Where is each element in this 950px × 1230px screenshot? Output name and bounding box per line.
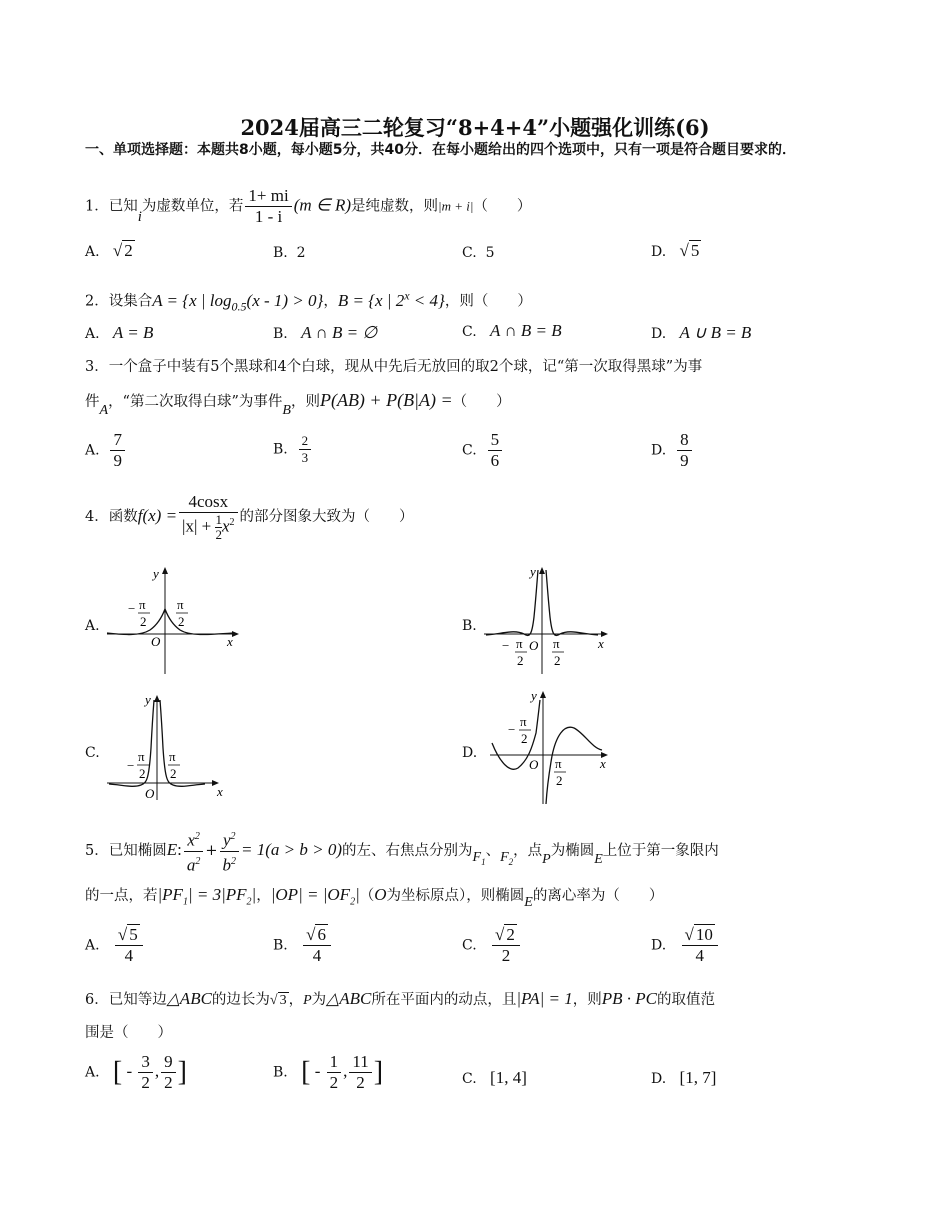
question-1 <box>85 186 815 227</box>
page-title: 2024届高三二轮复习“8+4+4”小题强化训练(6) <box>240 115 710 140</box>
q4-number: 4．函数 <box>85 509 138 526</box>
q5-option-a[interactable]: A. $\frac{√ 5}{4}$ <box>85 925 145 966</box>
q1-number: 1．已知 <box>85 198 138 215</box>
q6-option-d[interactable]: D. [1, 7] <box>651 1068 717 1087</box>
y-axis-arrow <box>540 691 546 698</box>
q4-graph-a[interactable] <box>105 562 245 677</box>
question-2: 2．设集合A = {x | $\log_{0.5}(x - 1) > 0$}，B = {x | $2^x < 4$}，则（ ） <box>85 288 532 314</box>
question-4: 4．函数f(x) = 4cosx |x| + $\frac{1}{2}$ $x^2$ 的部分图象大致为（ ） <box>85 492 414 543</box>
q4-option-c-label[interactable]: C. <box>85 745 100 761</box>
q6-option-c[interactable]: C. [1, 4] <box>462 1068 527 1087</box>
q4-graph-b[interactable] <box>482 562 622 680</box>
x-label: x <box>598 636 604 651</box>
q3-expr: P(AB) + P(B|A) = <box>319 390 453 410</box>
q2-option-a[interactable]: A. A = B <box>85 323 154 342</box>
y-label: y <box>153 566 159 581</box>
x-label: x <box>600 756 606 771</box>
q2-tail: ，则（ ） <box>444 293 532 310</box>
minus-sign: − <box>502 638 510 653</box>
curve <box>107 609 233 635</box>
question-6: 6．已知等边△ABC的边长为√ 3 ，P为△ABC所在平面内的动点，且|PA| = 1，则PB · PC的取值范 <box>85 989 716 1008</box>
q3-event-b: B <box>282 403 291 418</box>
q2-option-b[interactable]: B. A ∩ B = ∅ <box>273 323 378 342</box>
q3-option-c[interactable]: C. $\frac{5}{6}$ <box>462 430 504 471</box>
q1-fraction: $\frac{1+ mi}{1 - i}$ <box>245 186 291 227</box>
pi-label: π <box>553 636 560 651</box>
y-axis-arrow <box>162 567 168 574</box>
curve-left <box>486 570 538 635</box>
q1-option-c[interactable]: C. 5 <box>462 245 495 261</box>
q4-option-a-label[interactable]: A. <box>85 618 100 634</box>
q5-option-d[interactable]: D. $\frac{√ 10}{4}$ <box>651 925 720 966</box>
q4-option-d-label[interactable]: D. <box>462 745 478 761</box>
curve-left <box>109 700 154 786</box>
q1-text1: 为虚数单位，若 <box>141 198 244 215</box>
q3-event-a: A <box>99 403 109 418</box>
minus-sign: − <box>128 601 136 616</box>
q3-option-d[interactable]: D. $\frac{8}{9}$ <box>651 430 694 471</box>
origin-label: O <box>529 757 539 772</box>
curve-right <box>546 570 598 635</box>
origin-label: O <box>151 634 161 649</box>
x-axis-arrow <box>232 631 239 637</box>
q1-paren: （ ） <box>473 198 532 215</box>
q1-expr: |m + i| <box>438 198 474 214</box>
question-5: 5．已知椭圆E: $\frac{x^2}{a^2}$ + $\frac{y^2}{b^2}$ = 1(a > b > 0)的左、右焦点分别为$F_1$、$F_2$，点P为椭圆E上位于第一象限内 <box>85 827 815 875</box>
two-label: 2 <box>554 653 561 668</box>
question-3-line2: 件A，“第二次取得白球”为事件B，则P(AB) + P(B|A) =（ ） <box>85 390 511 418</box>
pi-label: π <box>516 636 523 651</box>
y-axis-arrow <box>154 695 160 702</box>
two-label: 2 <box>517 653 524 668</box>
q1-option-b[interactable]: B. 2 <box>273 245 306 261</box>
question-6-line2: 围是（ ） <box>85 1025 172 1041</box>
q2-set-b: B = {x | $2^x < 4$} <box>337 288 445 310</box>
q4-graph-c[interactable] <box>105 688 245 803</box>
origin-label: O <box>145 786 155 801</box>
curve-right <box>160 700 205 786</box>
q1-condition: (m ∈ R) <box>293 195 351 215</box>
two-label: 2 <box>140 614 147 629</box>
two-label: 2 <box>139 766 146 781</box>
minus-sign: − <box>508 722 516 737</box>
q5-option-c[interactable]: C. $\frac{√ 2}{2}$ <box>462 925 522 966</box>
q4-fraction: 4cosx |x| + $\frac{1}{2}$ $x^2$ <box>179 492 237 542</box>
q4-graph-d[interactable] <box>488 688 628 806</box>
question-3 <box>85 356 815 378</box>
pi-label: π <box>520 714 527 729</box>
q3-line1: 3．一个盒子中装有5个黑球和4个白球，现从中先后无放回的取2个球，记“第一次取得黑球”为事 <box>85 359 703 375</box>
pi-label: π <box>139 597 146 612</box>
q2-set-a: A = {x | $\log_{0.5}(x - 1) > 0$} <box>152 290 324 314</box>
q6-option-b[interactable]: B. [ - $\frac{1}{2}$ , $\frac{11}{2}$ ] <box>273 1052 384 1092</box>
q3-option-a[interactable]: A. $\frac{7}{9}$ <box>85 430 127 471</box>
two-label: 2 <box>521 731 528 746</box>
q1-option-d[interactable]: D. √ 5 <box>651 241 700 260</box>
q2-number: 2．设集合 <box>85 293 153 310</box>
x-label: x <box>217 784 223 799</box>
two-label: 2 <box>170 766 177 781</box>
q4-tail: 的部分图象大致为（ ） <box>239 509 414 526</box>
y-label: y <box>531 688 537 703</box>
y-label: y <box>145 692 151 707</box>
q4-option-b-label[interactable]: B. <box>462 618 477 634</box>
x-label: x <box>227 634 233 649</box>
pi-label: π <box>138 749 145 764</box>
q5-option-b[interactable]: B. $\frac{√ 6}{4}$ <box>273 925 333 966</box>
pi-label: π <box>169 749 176 764</box>
q1-text2: 是纯虚数，则 <box>351 198 438 215</box>
question-5-line2: 的一点，若$|PF_1| = 3|PF_2|$，$|OP| = |OF_2|(O$为坐标原点），则椭圆E的离心率为（ ） <box>85 885 664 910</box>
q3-option-b[interactable]: B. $\frac{2}{3}$ <box>273 433 313 466</box>
q2-option-d[interactable]: D. A ∪ B = B <box>651 323 752 342</box>
q2-option-c[interactable]: C. A ∩ B = B <box>462 321 562 340</box>
pi-label: π <box>555 756 562 771</box>
two-label: 2 <box>178 614 185 629</box>
q1-i: i <box>137 208 142 225</box>
q6-option-a[interactable]: A. [ - $\frac{3}{2}$ , $\frac{9}{2}$ ] <box>85 1052 187 1092</box>
minus-sign: − <box>127 758 135 773</box>
two-label: 2 <box>556 773 563 788</box>
pi-label: π <box>177 597 184 612</box>
y-axis-arrow <box>539 567 545 574</box>
q1-option-a[interactable]: A. √ 2 <box>85 241 133 260</box>
origin-label: O <box>529 638 539 653</box>
y-label: y <box>530 564 536 579</box>
section-heading: 一、单项选择题：本题共8小题，每小题5分，共40分．在每小题给出的四个选项中，只有一项是符合题目要求的． <box>85 142 796 158</box>
